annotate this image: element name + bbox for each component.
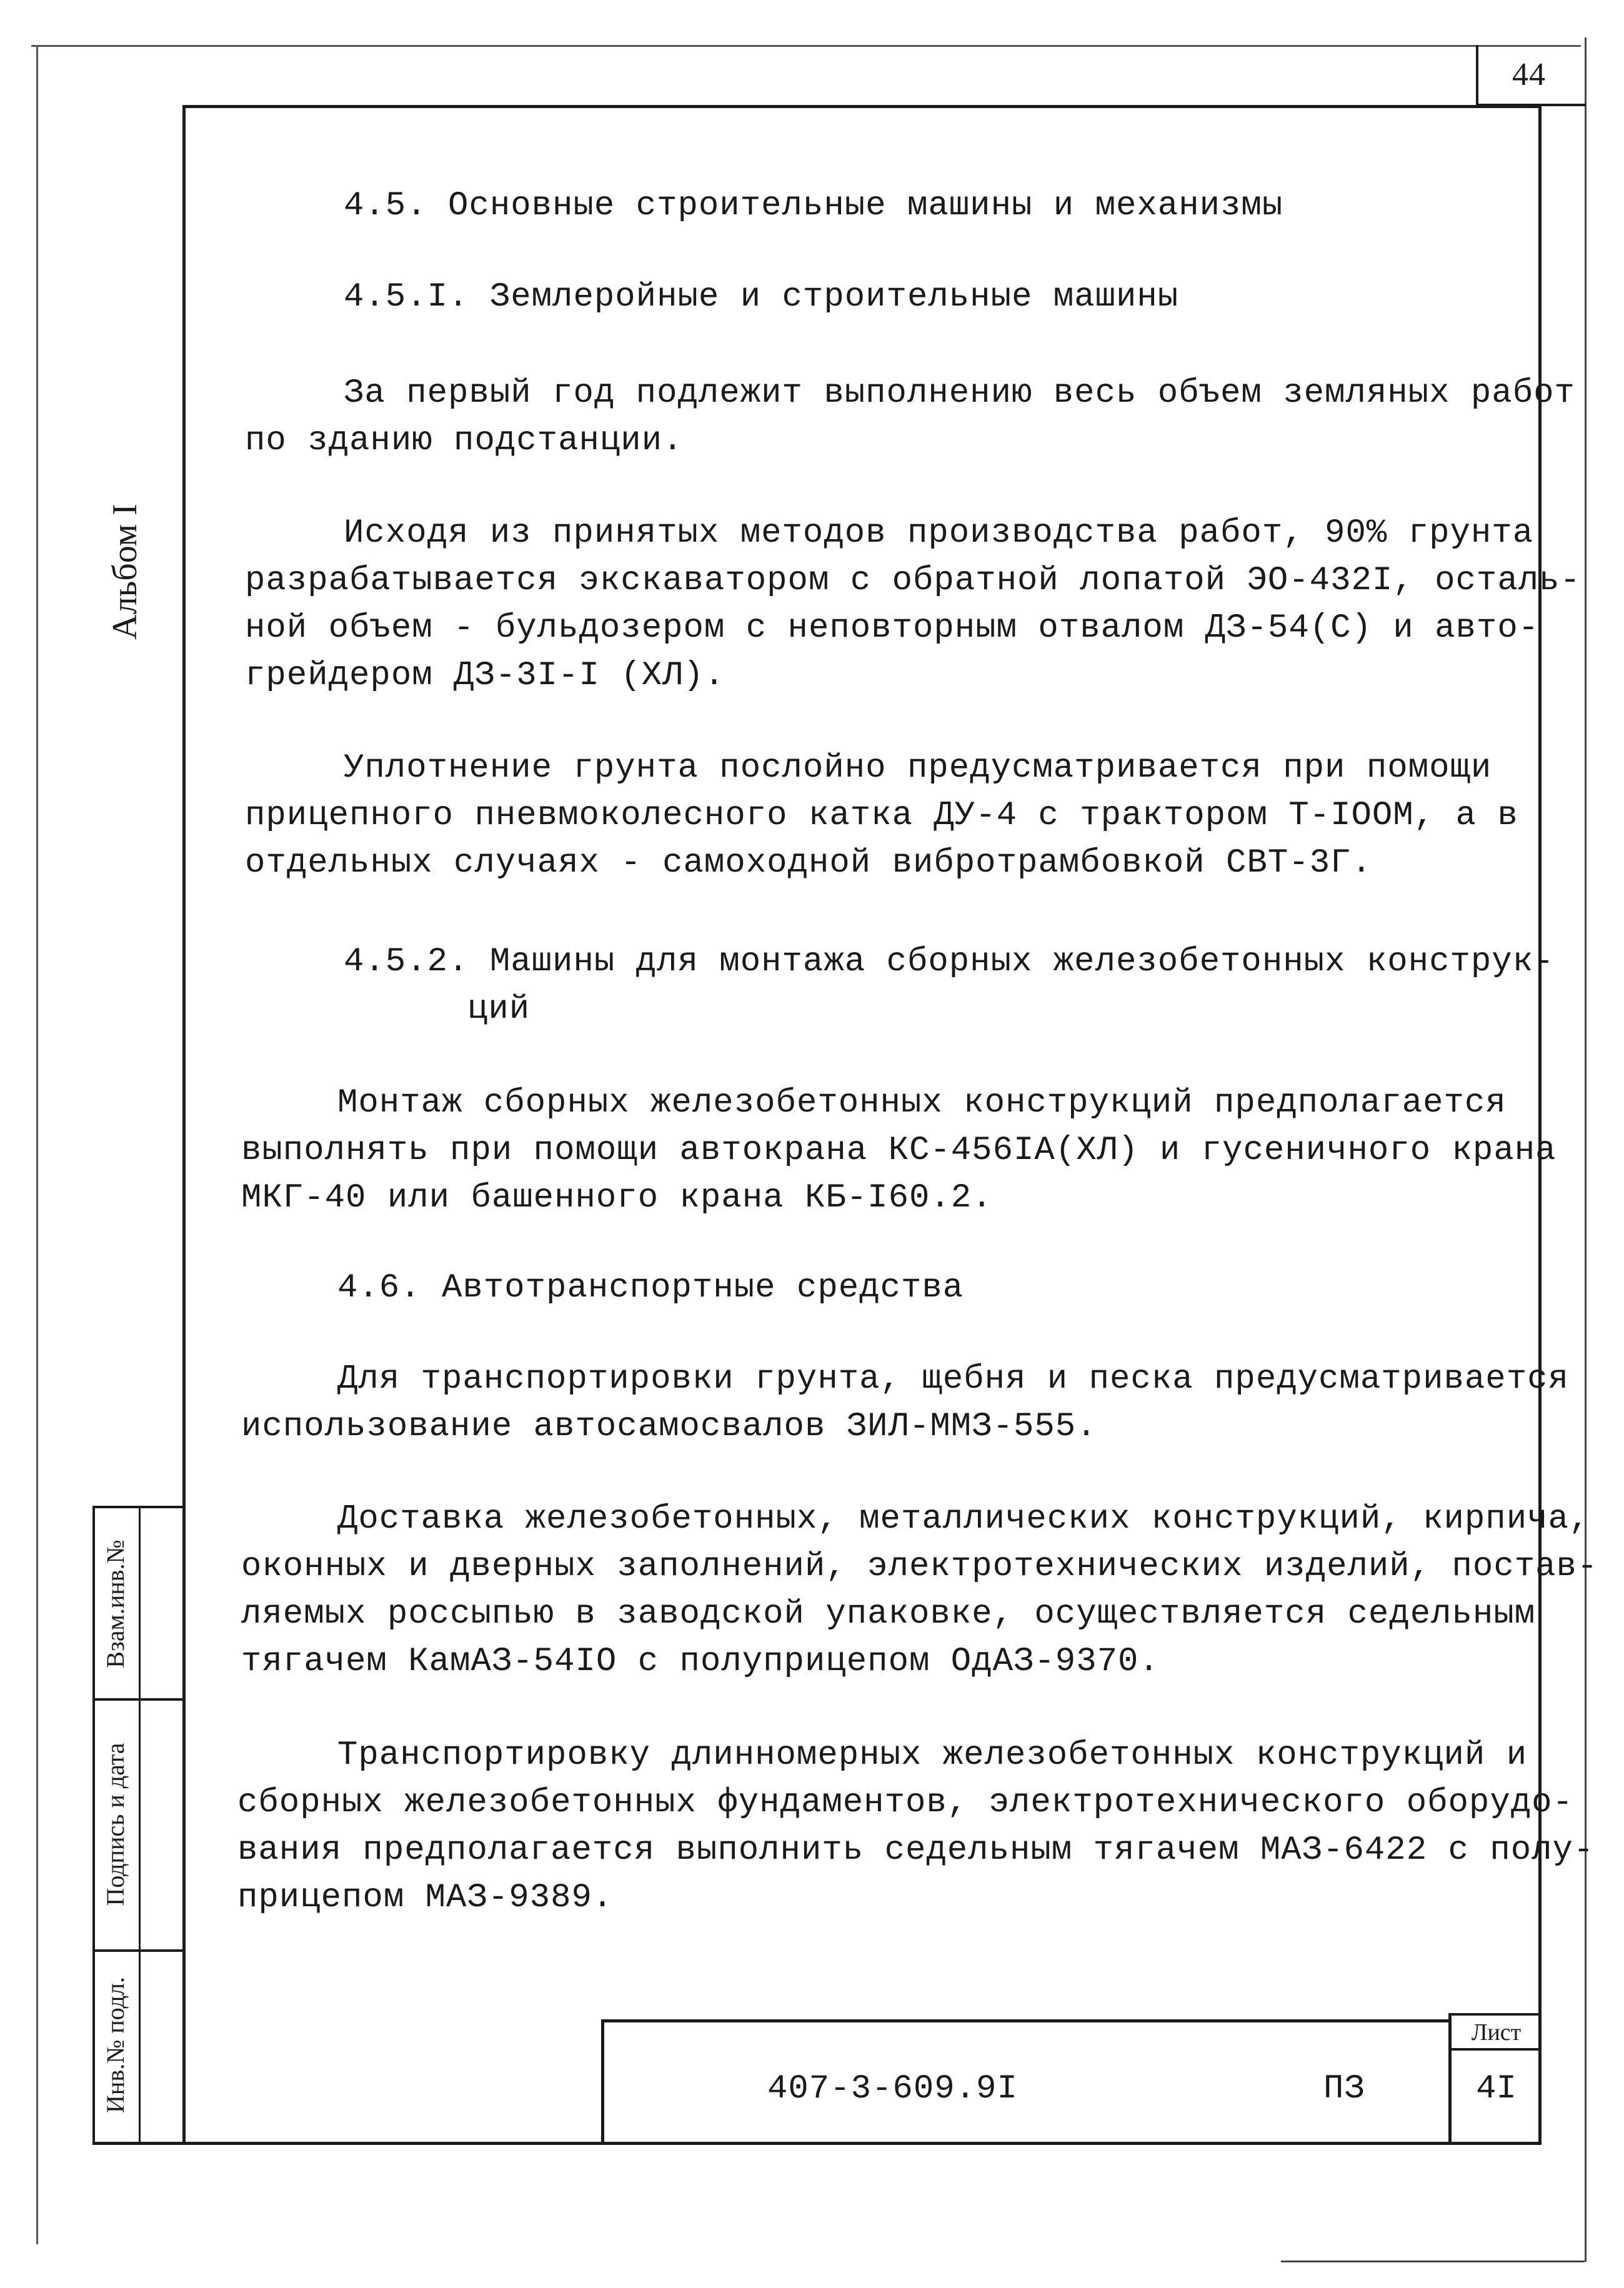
outer-left-line [36,45,38,2244]
section-4-5-1-title: 4.5.I. Землеройные и строительные машины [344,278,1179,316]
title-block-left [601,2019,604,2144]
paragraph-6-line-1: Доставка железобетонных, металлических конструкций, кирпича, [337,1500,1590,1538]
doc-type: ПЗ [1323,2070,1365,2108]
section-4-5-title: 4.5. Основные строительные машины и механизмы [344,187,1283,225]
outer-top-line [31,45,1581,47]
paragraph-3-line-2: прицепного пневмоколесного катка ДУ-4 с трактором Т-IOOМ, а в [245,797,1518,835]
title-block-top [601,2019,1451,2022]
paragraph-3-line-1: Уплотнение грунта послойно предусматривается при помощи [344,749,1492,787]
paragraph-2-line-3: ной объем - бульдозером с неповторным отвалом ДЗ-54(С) и авто- [245,609,1540,647]
stamp-replace-inv: Взам.инв.№ [101,1539,129,1668]
paragraph-4-line-2: выполнять при помощи автокрана КС-456IA(ХЛ) и гусеничного крана [241,1132,1557,1170]
paragraph-3-line-3: отдельных случаях - самоходной вибротрамбовкой СВТ-3Г. [245,844,1372,882]
paragraph-2-line-4: грейдером ДЗ-3I-I (ХЛ). [245,657,725,695]
paragraph-5-line-2: использование автосамосвалов ЗИЛ-ММЗ-555. [241,1408,1097,1446]
paragraph-1-line-2: по зданию подстанции. [245,422,684,460]
stamp-original-inv: Инв.№ подл. [101,1977,129,2113]
doc-code: 407-3-609.9I [767,2070,1018,2108]
sheet-corner-number: 44 [1512,57,1546,92]
paragraph-7-line-1: Транспортировку длинномерных железобетонных конструкций и [337,1736,1528,1774]
paragraph-6-line-4: тягачем КамАЗ-54IO с полуприцепом ОдАЗ-9370. [241,1643,1160,1681]
paragraph-6-line-2: оконных и дверных заполнений, электротехнических изделий, постав- [241,1548,1598,1586]
stamp-inner-divider [139,1506,141,2144]
corner-box-left [1476,45,1478,105]
album-label: Альбом I [106,504,144,640]
section-4-5-2-title-line-1: 4.5.2. Машины для монтажа сборных железобетонных конструк- [344,943,1555,981]
paragraph-5-line-1: Для транспортировки грунта, щебня и песка предусматривается [337,1360,1569,1398]
section-4-6-title: 4.6. Автотранспортные средства [337,1269,964,1307]
paragraph-2-line-1: Исходя из принятых методов производства работ, 90% грунта [344,514,1534,552]
paragraph-4-line-1: Монтаж сборных железобетонных конструкций предполагается [337,1084,1507,1122]
paragraph-4-line-3: МКГ-40 или башенного крана КБ-I60.2. [241,1179,993,1217]
stamp-top [92,1506,185,1508]
outer-bottom-line [1281,2261,1585,2262]
frame-bottom [92,2142,1542,2145]
paragraph-7-line-3: вания предполагается выполнить седельным тягачем МАЗ-6422 с полу- [237,1831,1595,1869]
paragraph-1-line-1: За первый год подлежит выполнению весь объем земляных работ [344,374,1575,412]
sheet-label: Лист [1471,2019,1522,2046]
outer-right-line [1585,37,1587,2262]
paragraph-6-line-3: ляемых россыпью в заводской упаковке, осуществляется седельным [241,1595,1536,1633]
section-4-5-2-title-line-2: ций [467,990,531,1028]
paragraph-7-line-4: прицепом МАЗ-9389. [237,1879,614,1917]
sheet-number: 4I [1476,2070,1517,2108]
paragraph-2-line-2: разрабатывается экскаватором с обратной лопатой ЭО-432I, осталь- [245,562,1581,600]
frame-top [182,105,1541,108]
stamp-sep1 [92,1698,185,1701]
stamp-outer-left [92,1506,95,2144]
stamp-signature-date: Подпись и дата [101,1743,129,1906]
paragraph-7-line-2: сборных железобетонных фундаментов, электротехнического оборудо- [237,1784,1573,1822]
title-block-sheet-top [1448,2013,1541,2016]
frame-left [182,105,186,2144]
title-block-sheet-divider [1448,2048,1541,2051]
